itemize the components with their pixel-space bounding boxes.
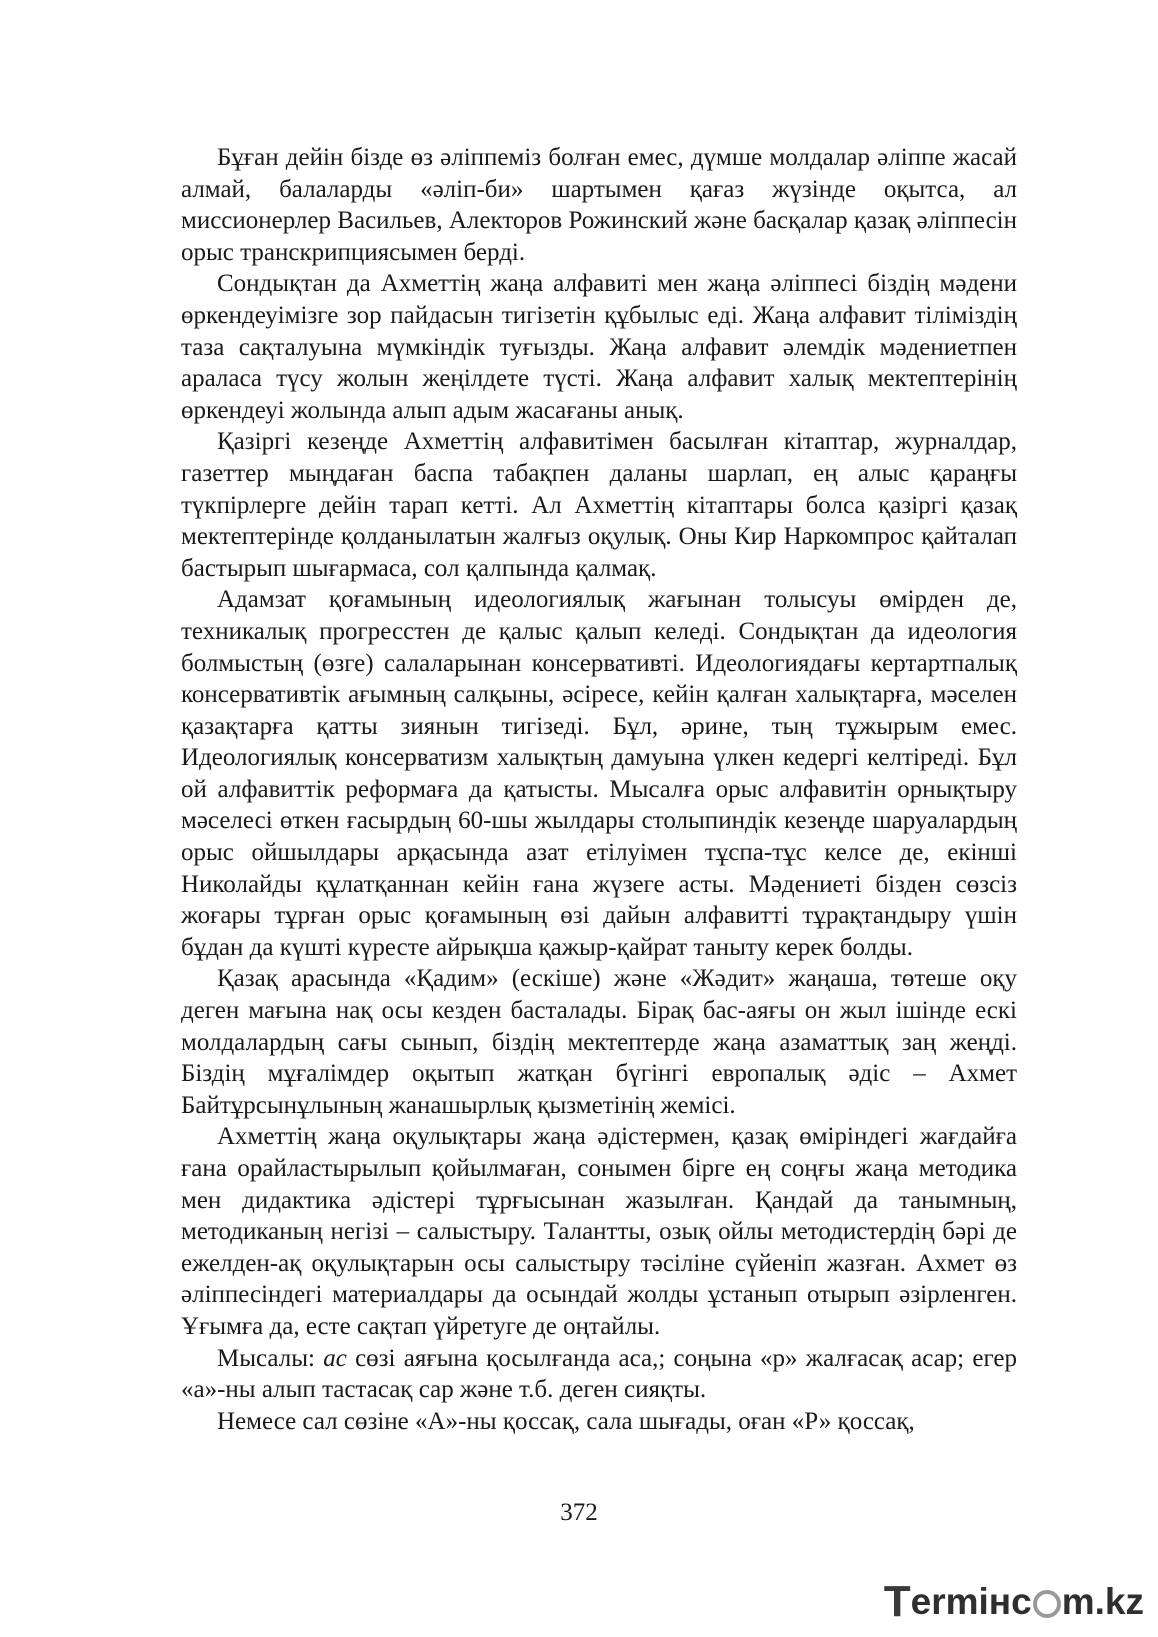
watermark-letter-t: T	[883, 1577, 911, 1626]
page-body	[181, 142, 1017, 1437]
paragraph-7	[181, 1343, 1017, 1406]
italic-word: ас	[323, 1344, 347, 1372]
paragraph-1: Бұған дейін бізде өз әліппеміз болған емес, дүмше молдалар әліппе жасай алмай, балаларды «әліп-би» шартымен қағаз жүзінде оқытса, ал миссионерлер Васильев, Алекторов Рожинский және басқалар қазақ әліппесін орыс транскрипциясымен берді.	[181, 144, 1017, 266]
paragraph-3: Қазіргі кезеңде Ахметтің алфавитімен басылған кітаптар, журналдар, газеттер мыңдаған баспа табақпен даланы шарлап, ең алыс қараңғы түкпірлерге дейін тарап кетті. Ал Ахметтің кітаптары болса қазіргі қазақ мектептерінде қолданылатын жалғыз оқулық. Оны Кир Наркомпрос қайталап бастырып шығармаса, сол қалпында қалмақ.	[181, 428, 1017, 582]
watermark-text: ermінc	[910, 1581, 1032, 1622]
paragraph-7-start: Мысалы:	[217, 1344, 324, 1372]
page-number: 372	[560, 1499, 598, 1526]
watermark-domain: m.kz	[1061, 1581, 1144, 1622]
paragraph-6: Ахметтің жаңа оқулықтары жаңа әдістермен, қазақ өміріндегі жағдайға ғана орайластырылып қойылмаған, сонымен бірге ең соңғы жаңа методика мен дидактика әдістері тұрғысынан жазылған. Қандай да танымның, методиканың негізі – салыстыру. Талантты, озық ойлы методистердің бәрі де ежелден-ақ оқулықтарын осы салыстыру тәсіліне сүйеніп жазған. Ахмет өз әліппесіндегі материалдары да осындай жолды ұстанып отырып әзірленген. Ұғымға да, есте сақтап үйретуге де оңтайлы.	[181, 1123, 1017, 1340]
paragraph-8: Немесе сал сөзіне «А»-ны қоссақ, сала шығады, оған «Р» қоссақ,	[217, 1407, 915, 1435]
paragraph-2: Сондықтан да Ахметтің жаңа алфавиті мен жаңа әліппесі біздің мәдени өркендеуімізге зор пайдасын тигізетін құбылыс еді. Жаңа алфавит тіліміздің таза сақталуына мүмкіндік туғызды. Жаңа алфавит әлемдік мәдениетпен араласа түсу жолын жеңілдете түсті. Жаңа алфавит халық мектептерінің өркендеуі жолында алып адым жасағаны анық.	[181, 270, 1017, 424]
swoosh-icon	[1033, 1590, 1061, 1618]
paragraph-5: Қазақ арасында «Қадим» (ескіше) және «Жәдит» жаңаша, төтеше оқу деген мағына нақ осы кезден басталады. Бірақ бас-аяғы он жыл ішінде ескі молдалардың сағы сынып, біздің мектептерде жаңа азаматтық заң жеңді. Біздің мұғалімдер оқытып жатқан бүгінгі европалық әдіс – Ахмет Байтұрсынұлының жанашырлық қызметінің жемісі.	[181, 965, 1017, 1119]
paragraph-7-end: сөзі аяғына қосылғанда аса,; соңына «р» жалғасақ асар; егер «а»-ны алып тастасақ сар және т.б. деген сияқты.	[181, 1344, 1017, 1404]
site-watermark-logo	[884, 1577, 1144, 1627]
paragraph-4: Адамзат қоғамының идеологиялық жағынан толысуы өмірден де, техникалық прогресстен де қалыс қалып келеді. Сондықтан да идеология болмыстың (өзге) салаларынан консервативті. Идеологиядағы кертартпалық консервативтік ағымның салқыны, әсіресе, кейін қалған халықтарға, мәселен қазақтарға қатты зиянын тигізеді. Бұл, әрине, тың тұжырым емес. Идеологиялық консерватизм халықтың дамуына үлкен кедергі келтіреді. Бұл ой алфавиттік реформаға да қатысты. Мысалға орыс алфавитін орнықтыру мәселесі өткен ғасырдың 60-шы жылдары столыпиндік кезеңде шаруалардың орыс ойшылдары арқасында азат етілуімен тұспа-тұс келсе де, екінші Николайды құлатқаннан кейін ғана жүзеге асты. Мәдениеті бізден сөзсіз жоғары тұрған орыс қоғамының өзі дайын алфавитті тұрақтандыру үшін бұдан да күшті күресте айрықша қажыр-қайрат таныту керек болды.	[181, 586, 1017, 961]
